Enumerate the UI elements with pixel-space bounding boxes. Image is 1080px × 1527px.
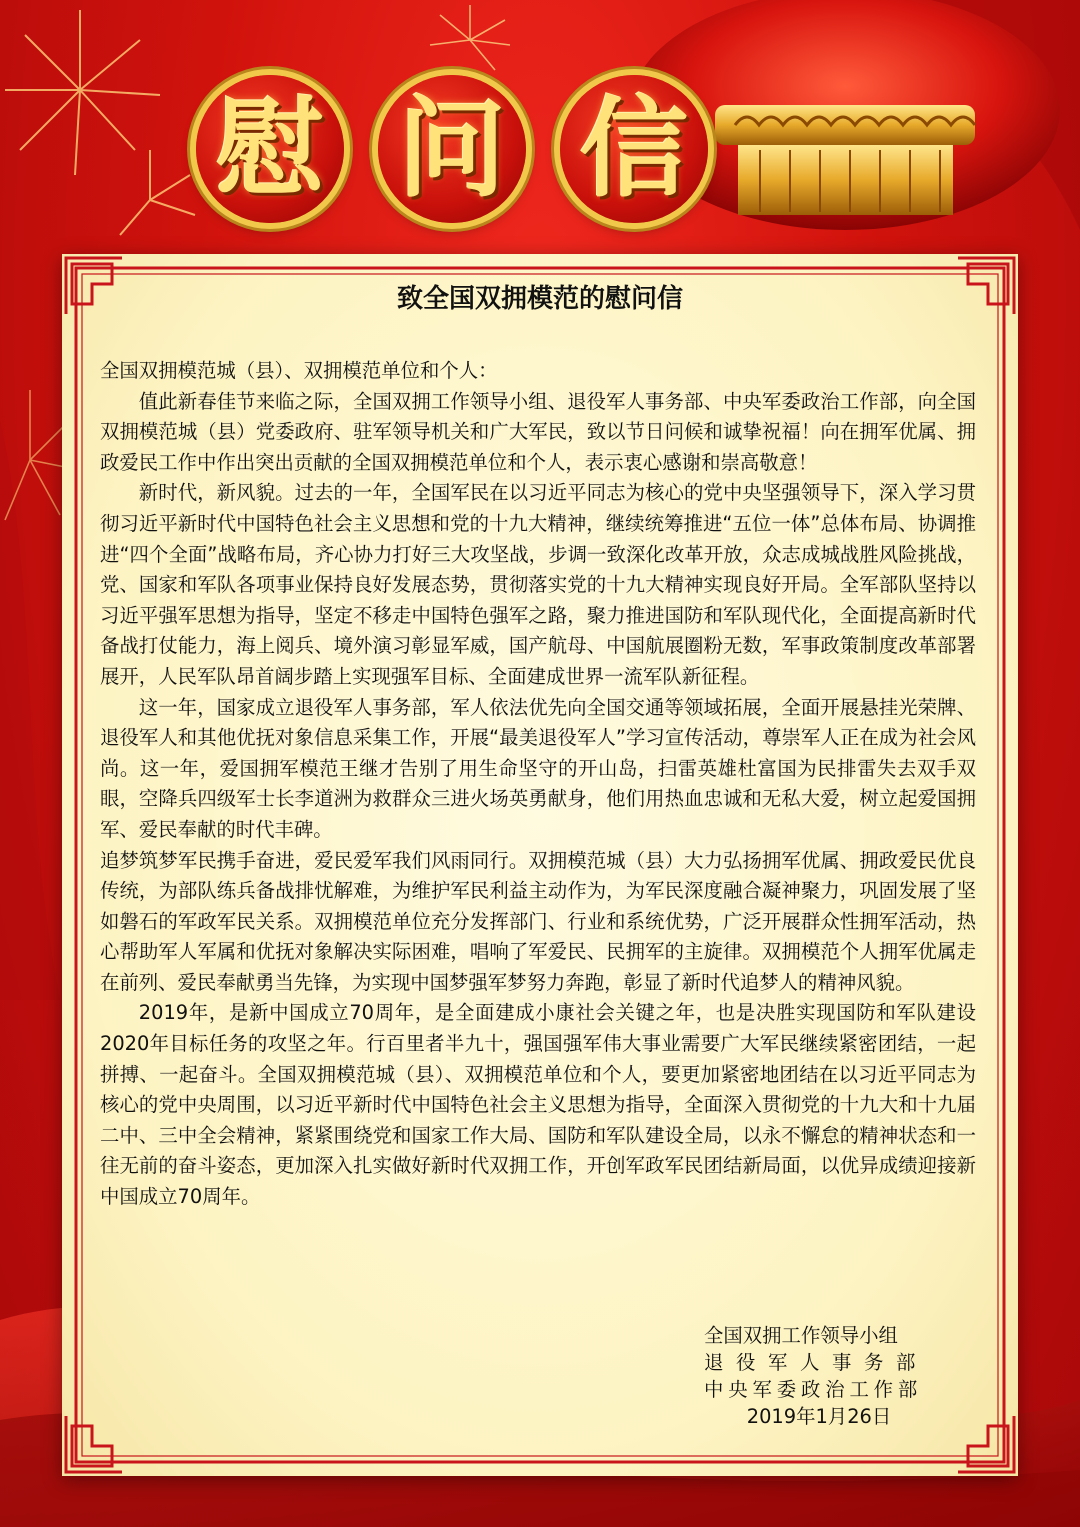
firework-top-middle [430,5,510,70]
title-char-1: 慰 [215,86,324,212]
title-disc-1 [196,75,344,223]
paragraph-3: 这一年，国家成立退役军人事务部，军人依法优先向全国交通等领域拓展，全面开展悬挂光荣牌、退役军人和其他优抚对象信息采集工作，开展“最美退役军人”学习宣传活动，尊崇军人正在成为社会风尚。这一年，爱国拥军模范王继才告别了用生命坚守的开山岛，扫雷英雄杜富国为民排雷失去双手双眼，空降兵四级军士长李道洲为救群众三进火场英勇献身，他们用热血忠诚和无私大爱，树立起爱国拥军、爱民奉献的时代丰碑。 [100,695,976,841]
paragraph-1: 值此新春佳节来临之际，全国双拥工作领导小组、退役军人事务部、中央军委政治工作部，向全国双拥模范城（县）党委政府、驻军领导机关和广大军民，致以节日问候和诚挚祝福！向在拥军优属、拥政爱民工作中作出突出贡献的全国双拥模范单位和个人，表示衷心感谢和崇高敬意！ [100,389,976,474]
letter-body [100,356,976,1213]
signature-line-3: 中央军委政治工作部 [704,1378,923,1401]
salutation: 全国双拥模范城（县）、双拥模范单位和个人： [100,359,498,382]
title-disc-3 [560,75,708,223]
letter-paper [62,254,1018,1476]
title-char-3: 信 [579,86,688,212]
title-disc-2 [378,75,526,223]
paragraph-4: 追梦筑梦军民携手奋进，爱民爱军我们风雨同行。双拥模范城（县）大力弘扬拥军优属、拥政爱民优良传统，为部队练兵备战排忧解难，为维护军民利益主动作为，为军民深度融合凝神聚力，巩固发展了坚如磐石的军政军民关系。双拥模范单位充分发挥部门、行业和系统优势，广泛开展群众性拥军活动，热心帮助军人军属和优抚对象解决实际困难，唱响了军爱民、民拥军的主旋律。双拥模范个人拥军优属走在前列、爱民奉献勇当先锋，为实现中国梦强军梦努力奔跑，彰显了新时代追梦人的精神风貌。 [100,848,976,994]
paragraph-2: 新时代，新风貌。过去的一年，全国军民在以习近平同志为核心的党中央坚强领导下，深入学习贯彻习近平新时代中国特色社会主义思想和党的十九大精神，继续统筹推进“五位一体”总体布局、协调推进“四个全面”战略布局，齐心协力打好三大攻坚战，步调一致深化改革开放，众志成城战胜风险挑战，党、国家和军队各项事业保持良好发展态势，贯彻落实党的十九大精神实现良好开局。全军部队坚持以习近平强军思想为指导，坚定不移走中国特色强军之路，聚力推进国防和军队现代化，全面提高新时代备战打仗能力，海上阅兵、境外演习彰显军威，国产航母、中国航展圈粉无数，军事政策制度改革部署展开，人民军队昂首阔步踏上实现强军目标、全面建成世界一流军队新征程。 [100,481,976,688]
firework-top-left [5,10,195,235]
signature-block [704,1322,954,1430]
signature-date: 2019年1月26日 [746,1405,892,1428]
letter-title: 致全国双拥模范的慰问信 [396,284,683,314]
signature-line-2: 退役军人事务部 [704,1351,929,1374]
signature-line-1: 全国双拥工作领导小组 [704,1324,898,1347]
title-char-2: 问 [397,86,506,212]
paragraph-5: 2019年，是新中国成立70周年，是全面建成小康社会关键之年，也是决胜实现国防和军队建设2020年目标任务的攻坚之年。行百里者半九十，强国强军伟大事业需要广大军民继续紧密团结，一起拼搏、一起奋斗。全国双拥模范城（县）、双拥模范单位和个人，要更加紧密地团结在以习近平同志为核心的党中央周围，以习近平新时代中国特色社会主义思想为指导，全面深入贯彻党的十九大和十九届二中、三中全会精神，紧紧围绕党和国家工作大局、国防和军队建设全局，以永不懈怠的精神状态和一往无前的奋斗姿态，更加深入扎实做好新时代双拥工作，开创军政军民团结新局面，以优异成绩迎接新中国成立70周年。 [100,1001,976,1209]
